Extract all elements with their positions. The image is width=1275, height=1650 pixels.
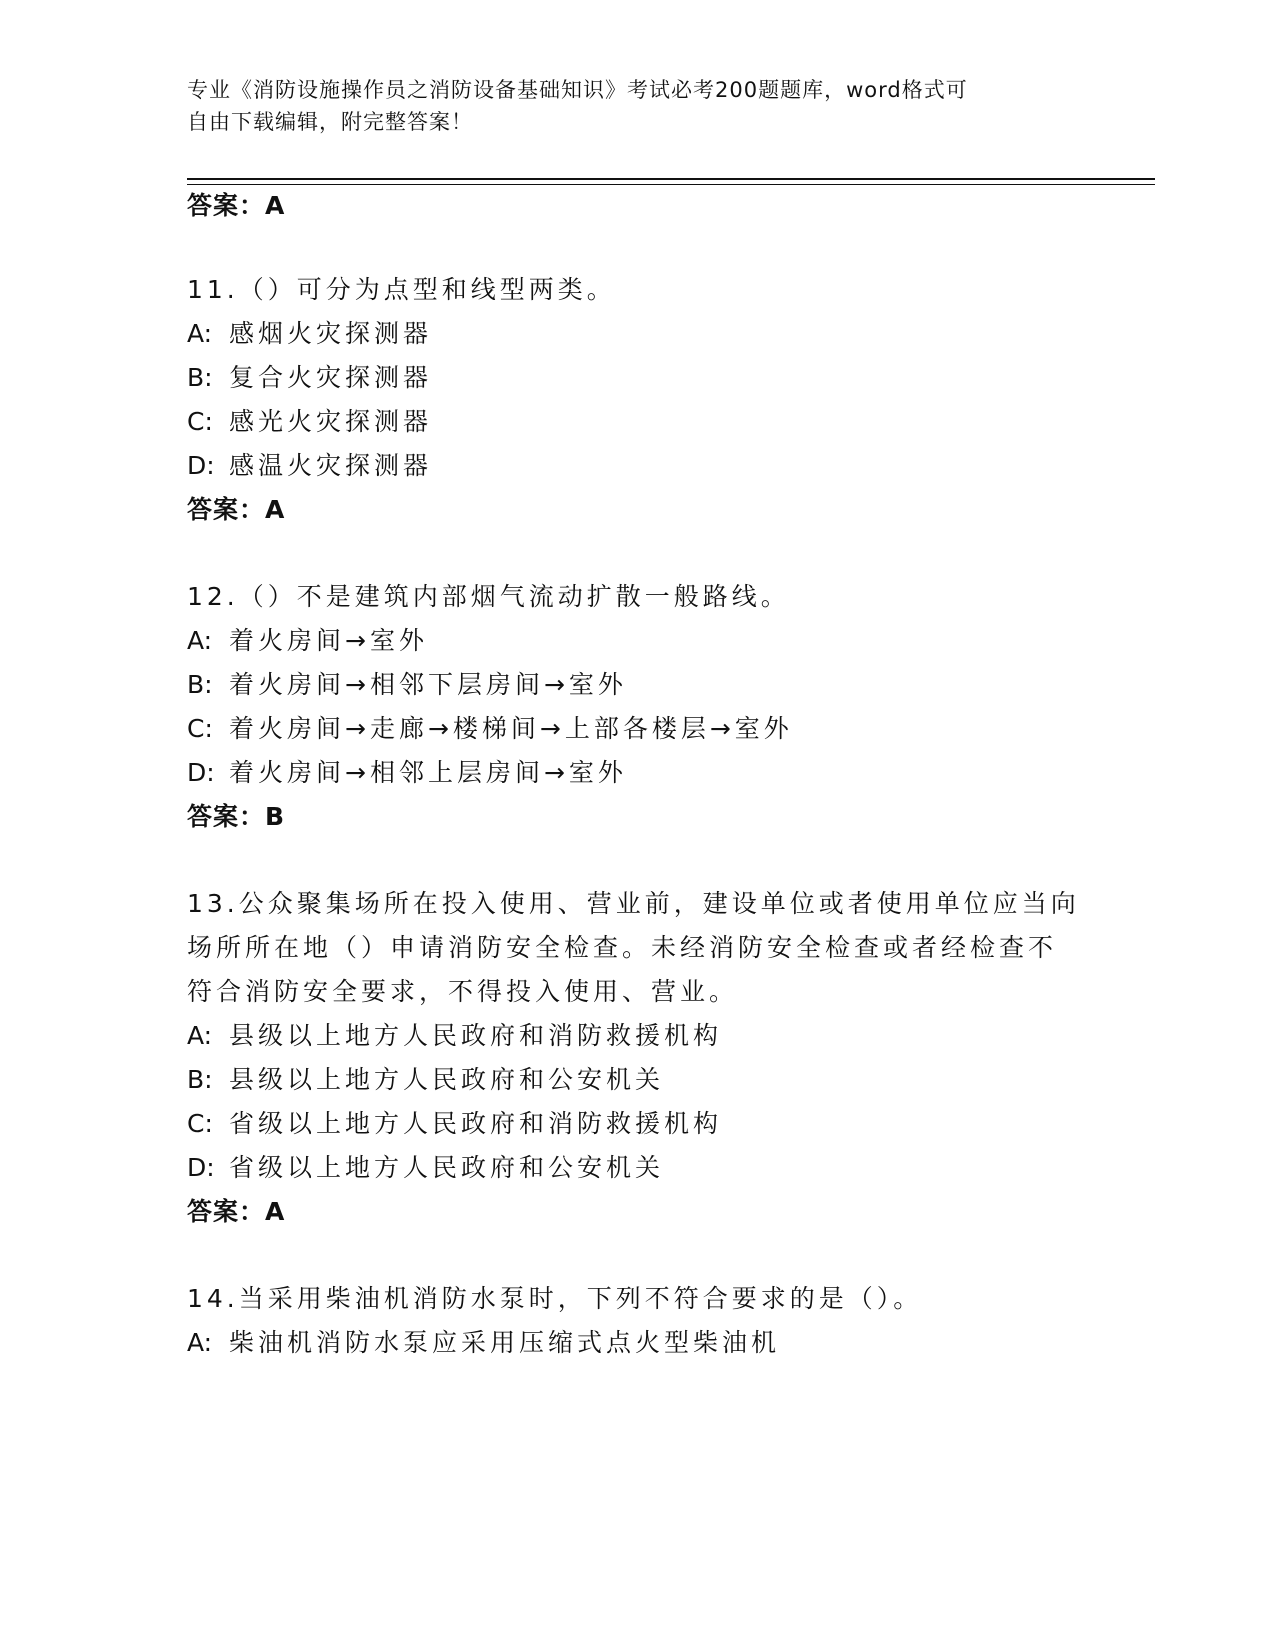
option-text: 感烟火灾探测器 <box>229 319 433 348</box>
question-11-stem: 11.（）可分为点型和线型两类。 <box>187 275 616 304</box>
question-12-option-d <box>187 756 627 790</box>
question-14-option-a <box>187 1326 780 1360</box>
option-text: 复合火灾探测器 <box>229 363 433 392</box>
option-text: 柴油机消防水泵应采用压缩式点火型柴油机 <box>229 1328 781 1357</box>
question-11-option-a <box>187 317 432 351</box>
question-13-option-c <box>187 1107 722 1141</box>
question-11-option-d <box>187 449 432 483</box>
option-letter: A: <box>187 1021 213 1050</box>
option-text: 着火房间→室外 <box>229 626 428 655</box>
question-12-option-c <box>187 712 793 746</box>
question-12-option-a <box>187 624 428 658</box>
option-text: 县级以上地方人民政府和消防救援机构 <box>229 1021 723 1050</box>
question-13-answer: 答案：A <box>187 1197 286 1226</box>
header-line-2: 自由下载编辑，附完整答案！ <box>187 110 473 134</box>
option-letter: B: <box>187 1065 213 1094</box>
option-letter: A: <box>187 319 213 348</box>
question-14-stem: 14.当采用柴油机消防水泵时，下列不符合要求的是（）。 <box>187 1284 923 1313</box>
option-letter: D: <box>187 1153 215 1182</box>
question-13-stem-line-1: 13.公众聚集场所在投入使用、营业前，建设单位或者使用单位应当向 <box>187 889 1080 918</box>
option-letter: C: <box>187 1109 213 1138</box>
question-11-option-b <box>187 361 432 395</box>
header-divider-thick <box>187 178 1155 180</box>
question-13-stem-line-2: 场所所在地（）申请消防安全检查。未经消防安全检查或者经检查不 <box>187 933 1058 962</box>
answer-previous: 答案：A <box>187 191 286 220</box>
question-11-option-c <box>187 405 432 439</box>
question-13-option-b <box>187 1063 664 1097</box>
question-12-option-b <box>187 668 627 702</box>
option-letter: C: <box>187 407 213 436</box>
option-letter: A: <box>187 626 213 655</box>
question-12-stem: 12.（）不是建筑内部烟气流动扩散一般路线。 <box>187 582 790 611</box>
option-text: 着火房间→走廊→楼梯间→上部各楼层→室外 <box>229 714 793 743</box>
option-text: 省级以上地方人民政府和消防救援机构 <box>229 1109 723 1138</box>
document-header <box>187 74 1067 138</box>
option-text: 省级以上地方人民政府和公安机关 <box>229 1153 665 1182</box>
option-text: 县级以上地方人民政府和公安机关 <box>229 1065 665 1094</box>
option-text: 感光火灾探测器 <box>229 407 433 436</box>
option-letter: C: <box>187 714 213 743</box>
question-13-option-a <box>187 1019 722 1053</box>
question-12-answer: 答案：B <box>187 802 286 831</box>
option-text: 感温火灾探测器 <box>229 451 433 480</box>
header-divider-thin <box>187 184 1155 185</box>
question-11-answer: 答案：A <box>187 495 286 524</box>
option-letter: D: <box>187 758 215 787</box>
option-letter: B: <box>187 670 213 699</box>
option-letter: B: <box>187 363 213 392</box>
option-text: 着火房间→相邻上层房间→室外 <box>229 758 627 787</box>
option-letter: D: <box>187 451 215 480</box>
question-13-option-d <box>187 1151 664 1185</box>
option-letter: A: <box>187 1328 213 1357</box>
header-line-1: 专业《消防设施操作员之消防设备基础知识》考试必考200题题库，word格式可 <box>187 78 968 102</box>
option-text: 着火房间→相邻下层房间→室外 <box>229 670 627 699</box>
question-13-stem-line-3: 符合消防安全要求，不得投入使用、营业。 <box>187 977 739 1006</box>
